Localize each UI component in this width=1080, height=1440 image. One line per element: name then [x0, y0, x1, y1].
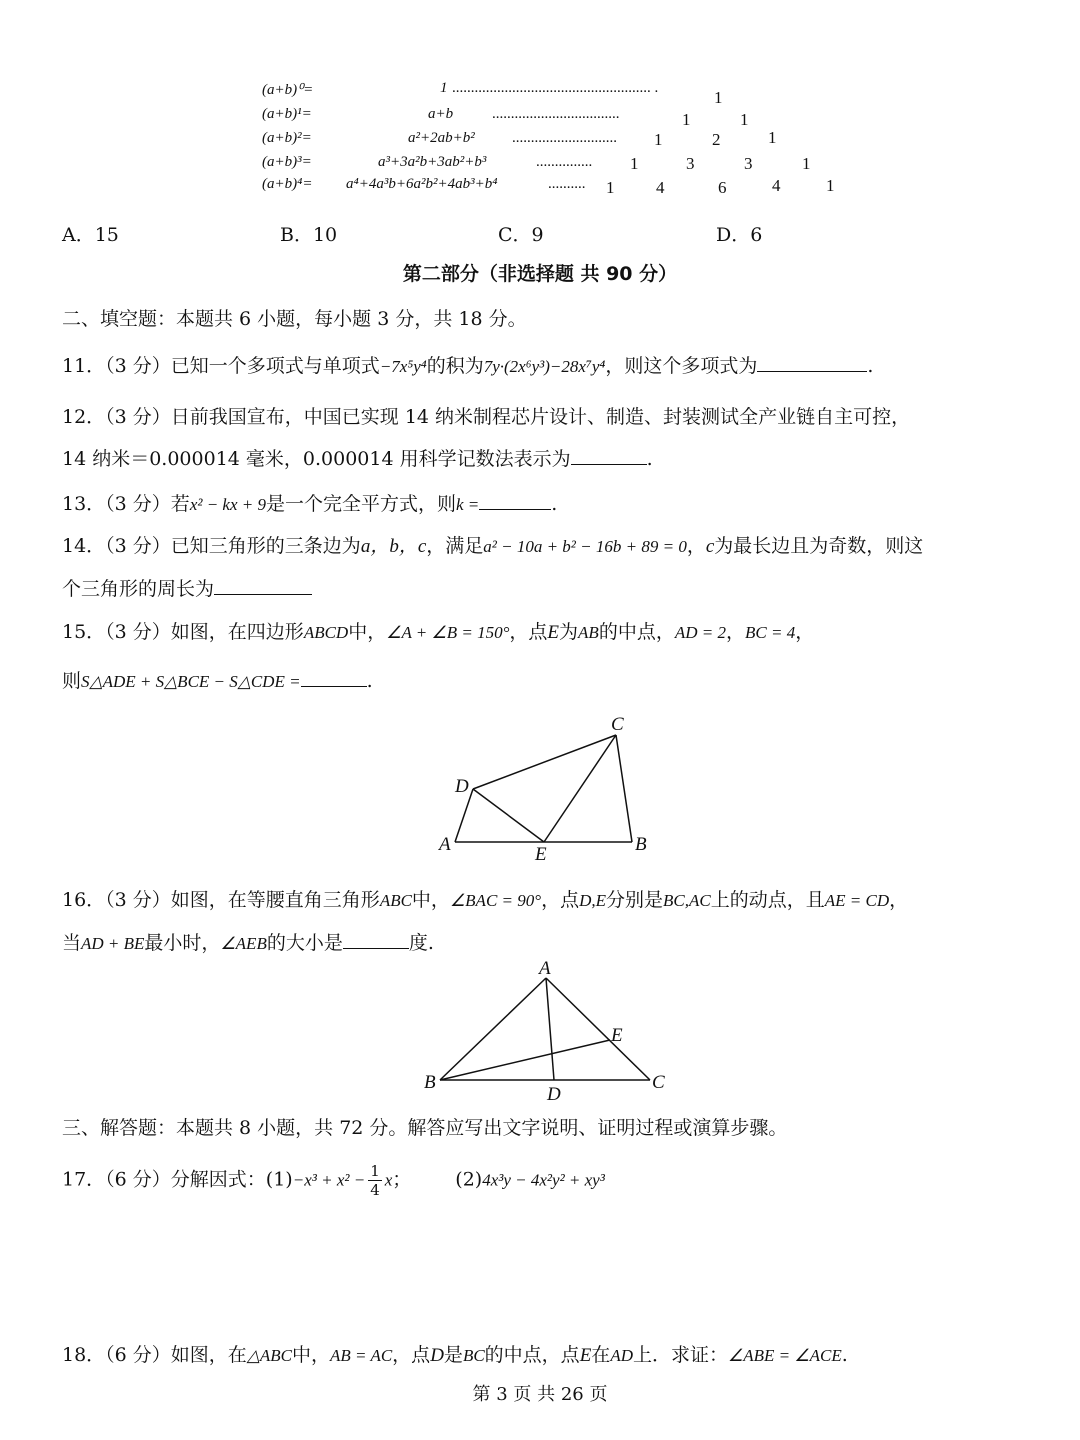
q15-sep: ， — [725, 621, 745, 643]
label-a: A — [439, 834, 451, 855]
q14-line2: 个三角形的周长为 — [62, 578, 215, 600]
q16-p1: ，点 — [541, 889, 580, 911]
q16-bcac: BC,AC — [663, 891, 711, 910]
q18-pre: 18．（6 分）如图，在 — [62, 1344, 247, 1366]
question-14-line1 — [62, 531, 923, 558]
option-c: C．9 — [498, 224, 544, 246]
q13-expr: x² − kx + 9 — [189, 495, 266, 514]
q11-pre: 11．（3 分）已知一个多项式与单项式 — [62, 355, 380, 377]
q16-answer-blank[interactable] — [343, 930, 409, 949]
q18-zhong: 中， — [292, 1344, 331, 1366]
question-16-line1 — [62, 885, 908, 912]
label-d: D — [547, 1084, 561, 1105]
pascal-lhs: (a+b)⁰= — [262, 82, 314, 98]
pascal-coeff: 6 — [718, 178, 727, 197]
q16-angle: ∠BAC = 90° — [449, 891, 542, 910]
q15-tail: ， — [795, 621, 815, 643]
q17-part2: (2) — [455, 1168, 483, 1191]
question-18 — [62, 1340, 848, 1367]
q18-e: E — [579, 1345, 592, 1366]
pascal-coeff: 3 — [744, 154, 753, 173]
q15-ab: AB — [578, 623, 599, 642]
q18-d: D — [430, 1345, 444, 1366]
q17-expr2: 4x³y − 4x²y² + xy³ — [482, 1170, 605, 1190]
q16-line2-post: 的大小是 — [266, 932, 343, 954]
q15-p3: 的中点， — [598, 621, 675, 643]
question-12-line1: 12．（3 分）日前我国宣布，中国已实现 14 纳米制程芯片设计、制造、封装测试全产业链自主可控， — [62, 406, 911, 428]
q13-answer-blank[interactable] — [479, 491, 551, 510]
q18-ad: AD — [610, 1346, 633, 1365]
pascal-expansion: a³+3a²b+3ab²+b³ — [378, 154, 487, 170]
question-15-line1 — [62, 617, 814, 644]
q16-line2-pre: 当 — [62, 932, 82, 954]
q16-p2: 分别是 — [606, 889, 664, 911]
q17-frac-num: 1 — [370, 1162, 380, 1180]
segment-ac — [546, 978, 650, 1080]
q16-p3: 上的动点，且 — [710, 889, 825, 911]
pascal-coeff: 2 — [712, 130, 721, 149]
label-e: E — [535, 844, 547, 865]
pascal-coeff: 4 — [772, 176, 781, 195]
pascal-coeff: 1 — [802, 154, 811, 173]
pascal-coeff: 3 — [686, 154, 695, 173]
pascal-coeff: 1 — [654, 130, 663, 149]
q18-end: . — [841, 1344, 848, 1366]
q11-post: ，则这个多项式为 — [605, 355, 758, 377]
pascal-dots: ..................................................... . — [452, 80, 659, 96]
q15-angle: ∠A + ∠B = 150° — [386, 623, 510, 642]
pascal-expansion: a+b — [428, 106, 454, 122]
question-16-line2 — [62, 928, 434, 955]
q15-answer-blank[interactable] — [301, 668, 367, 687]
pascal-dots: ............... — [536, 154, 593, 170]
q17-expr1b: x — [384, 1170, 393, 1190]
label-b: B — [424, 1072, 436, 1093]
pascal-expansion: a²+2ab+b² — [408, 130, 475, 146]
segment-be — [440, 1040, 610, 1080]
q16-pre: 16．（3 分）如图，在等腰直角三角形 — [62, 889, 380, 911]
segment-ce — [544, 735, 616, 842]
segment-dc — [473, 735, 616, 789]
section3-heading: 三、解答题：本题共 8 小题，共 72 分。解答应写出文字说明、证明过程或演算步骤。 — [62, 1117, 788, 1139]
question-17 — [62, 1162, 605, 1199]
pascal-coeff: 1 — [630, 154, 639, 173]
pascal-coeff: 1 — [768, 128, 777, 147]
question-13 — [62, 489, 557, 516]
q13-k: k = — [456, 495, 480, 514]
pascal-lhs: (a+b)⁴= — [262, 176, 313, 192]
q16-aeb: ∠AEB — [220, 934, 267, 953]
pascal-dots: .......... — [548, 176, 586, 192]
option-d: D．6 — [716, 224, 763, 246]
label-c: C — [652, 1072, 665, 1093]
q18-bc: BC — [462, 1346, 485, 1365]
q18-p2: 是 — [443, 1344, 463, 1366]
q11-end: . — [867, 355, 874, 377]
q12-line2: 14 纳米＝0.000014 毫米，0.000014 用科学记数法表示为 — [62, 448, 571, 470]
q18-p3: 的中点，点 — [484, 1344, 580, 1366]
label-b: B — [635, 834, 647, 855]
question-15-line2 — [62, 666, 373, 693]
q16-eq: AE = CD — [824, 891, 890, 910]
q13-end: . — [551, 493, 558, 515]
q18-eq: AB = AC — [330, 1346, 393, 1365]
pascal-coeff: 1 — [606, 178, 615, 197]
q14-post2: 为最长边且为奇数，则这 — [714, 535, 924, 557]
q14-post: ， — [686, 535, 706, 557]
pascal-coeff: 1 — [682, 110, 691, 129]
pascal-expansion: 1 — [440, 80, 448, 96]
pascal-coeff: 1 — [740, 110, 749, 129]
q14-mid: ，满足 — [426, 535, 484, 557]
q17-frac-den: 4 — [370, 1181, 380, 1199]
q18-p1: ，点 — [392, 1344, 431, 1366]
pascal-lhs: (a+b)¹= — [262, 106, 312, 122]
section2-heading: 二、填空题：本题共 6 小题，每小题 3 分，共 18 分。 — [62, 308, 527, 330]
q16-de: D,E — [579, 891, 606, 910]
label-d: D — [455, 776, 469, 797]
option-b: B．10 — [280, 224, 338, 246]
q12-answer-blank[interactable] — [571, 446, 647, 465]
option-a: A．15 — [62, 224, 119, 246]
pascal-dots: .................................. — [492, 106, 620, 122]
q18-p4: 在 — [591, 1344, 611, 1366]
q17-semi: ； — [392, 1168, 412, 1191]
q16-zhong: 中， — [411, 889, 450, 911]
q16-p4: ， — [889, 889, 909, 911]
q15-quad: ABCD — [303, 623, 349, 642]
segment-de — [473, 789, 544, 842]
page-footer: 第 3 页 共 26 页 — [472, 1384, 608, 1405]
pascal-lhs: (a+b)²= — [262, 130, 312, 146]
q18-tri: △ABC — [246, 1346, 292, 1365]
pascal-coeff: 1 — [826, 176, 835, 195]
q15-p1: ，点 — [509, 621, 548, 643]
q14-c: c — [705, 536, 715, 557]
q16-line2-mid: 最小时， — [144, 932, 221, 954]
q14-vars: a，b，c — [360, 536, 427, 557]
q16-abc: ABC — [379, 891, 412, 910]
q15-ad: AD = 2 — [674, 623, 726, 642]
part2-title: 第二部分（非选择题 共 90 分） — [402, 263, 678, 285]
question-12-line2 — [62, 444, 653, 471]
q15-zhong: 中， — [348, 621, 387, 643]
q18-goal: ∠ABE = ∠ACE — [728, 1346, 842, 1365]
q15-e: E — [547, 622, 560, 643]
segment-cb — [616, 735, 632, 842]
q12-end: . — [646, 448, 653, 470]
q16-sum: AD + BE — [81, 934, 145, 953]
label-c: C — [611, 714, 624, 735]
segment-ad — [546, 978, 554, 1080]
q17-expr1a: −x³ + x² − — [292, 1170, 366, 1190]
segment-ab — [440, 978, 546, 1080]
q15-bc: BC = 4 — [745, 623, 796, 642]
q11-monomial: −7x⁵y⁴ — [379, 357, 427, 376]
figure-quadrilateral-abcd — [430, 708, 670, 868]
figure-triangle-abc — [420, 956, 680, 1106]
q16-end: 度. — [408, 932, 434, 954]
q14-pre: 14．（3 分）已知三角形的三条边为 — [62, 535, 361, 557]
pascal-expansion: a⁴+4a³b+6a²b²+4ab³+b⁴ — [346, 176, 498, 192]
q14-equation: a² − 10a + b² − 16b + 89 = 0 — [483, 537, 687, 556]
pascal-lhs: (a+b)³= — [262, 154, 312, 170]
q13-mid: 是一个完全平方式，则 — [266, 493, 457, 515]
q15-line1: 15．（3 分）如图，在四边形 — [62, 621, 304, 643]
q15-p2: 为 — [559, 621, 579, 643]
question-14-line2 — [62, 574, 312, 601]
q11-product: 7y·(2x⁶y³)−28x⁷y⁴ — [483, 357, 606, 376]
pascal-coeff: 4 — [656, 178, 665, 197]
label-a: A — [539, 958, 551, 979]
question-11 — [62, 351, 873, 378]
q13-pre: 13．（3 分）若 — [62, 493, 190, 515]
q17-pre: 17．（6 分）分解因式：(1) — [62, 1168, 293, 1191]
q15-end: . — [366, 670, 373, 692]
pascal-dots: ............................ — [512, 130, 617, 146]
label-e: E — [611, 1025, 623, 1046]
q11-answer-blank[interactable] — [757, 353, 867, 372]
pascal-coeff: 1 — [714, 88, 723, 107]
q11-mid: 的积为 — [426, 355, 484, 377]
q15-area-expr: S△ADE + S△BCE − S△CDE = — [81, 672, 301, 691]
q17-fraction — [368, 1162, 382, 1199]
q14-answer-blank[interactable] — [214, 576, 312, 595]
q18-p5: 上．求证： — [632, 1344, 728, 1366]
q15-ze: 则 — [62, 670, 82, 692]
